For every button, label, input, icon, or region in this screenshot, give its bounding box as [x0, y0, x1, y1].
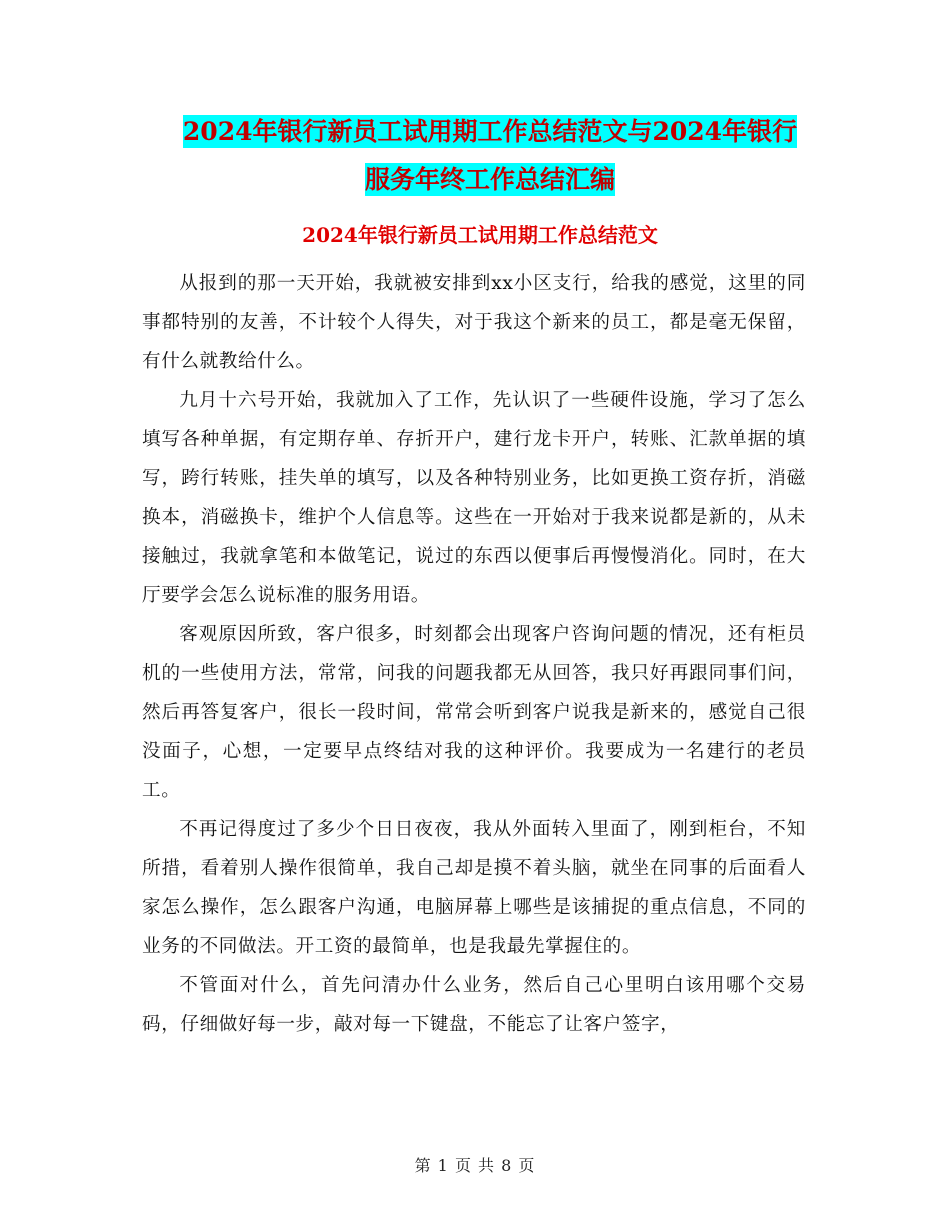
document-title [140, 108, 840, 204]
paragraph: 九月十六号开始，我就加入了工作，先认识了一些硬件设施，学习了怎么填写各种单据，有定期存单、存折开户，建行龙卡开户，转账、汇款单据的填写，跨行转账，挂失单的填写，以及各种特别业务，比如更换工资存折，消磁换本，消磁换卡，维护个人信息等。这些在一开始对于我来说都是新的，从未接触过，我就拿笔和本做笔记，说过的东西以便事后再慢慢消化。同时，在大厅要学会怎么说标准的服务用语。 [142, 390, 806, 606]
paragraph: 客观原因所致，客户很多，时刻都会出现客户咨询问题的情况，还有柜员机的一些使用方法，常常，问我的问题我都无从回答，我只好再跟同事们问，然后再答复客户，很长一段时间，常常会听到客户说我是新来的，感觉自己很没面子，心想，一定要早点终结对我的这种评价。我要成为一名建行的老员工。 [142, 624, 806, 801]
paragraph: 不管面对什么，首先问清办什么业务，然后自己心里明白该用哪个交易码，仔细做好每一步，敲对每一下键盘，不能忘了让客户签字， [142, 975, 806, 1035]
title-line-2: 服务年终工作总结汇编 [364, 165, 615, 194]
paragraph: 从报到的那一天开始，我就被安排到xx小区支行，给我的感觉，这里的同事都特别的友善，不计较个人得失，对于我这个新来的员工，都是毫无保留，有什么就教给什么。 [142, 273, 806, 372]
paragraph: 不再记得度过了多少个日日夜夜，我从外面转入里面了，刚到柜台，不知所措，看着别人操作很简单，我自己却是摸不着头脑，就坐在同事的后面看人家怎么操作，怎么跟客户沟通，电脑屏幕上哪些是该捕捉的重点信息，不同的业务的不同做法。开工资的最简单，也是我最先掌握住的。 [142, 819, 806, 957]
title-line-1: 2024年银行新员工试用期工作总结范文与2024年银行 [182, 117, 798, 146]
page-footer: 第 1 页 共 8 页 [414, 1156, 536, 1175]
section-title: 2024年银行新员工试用期工作总结范文 [302, 223, 658, 247]
body-text [142, 264, 806, 1044]
